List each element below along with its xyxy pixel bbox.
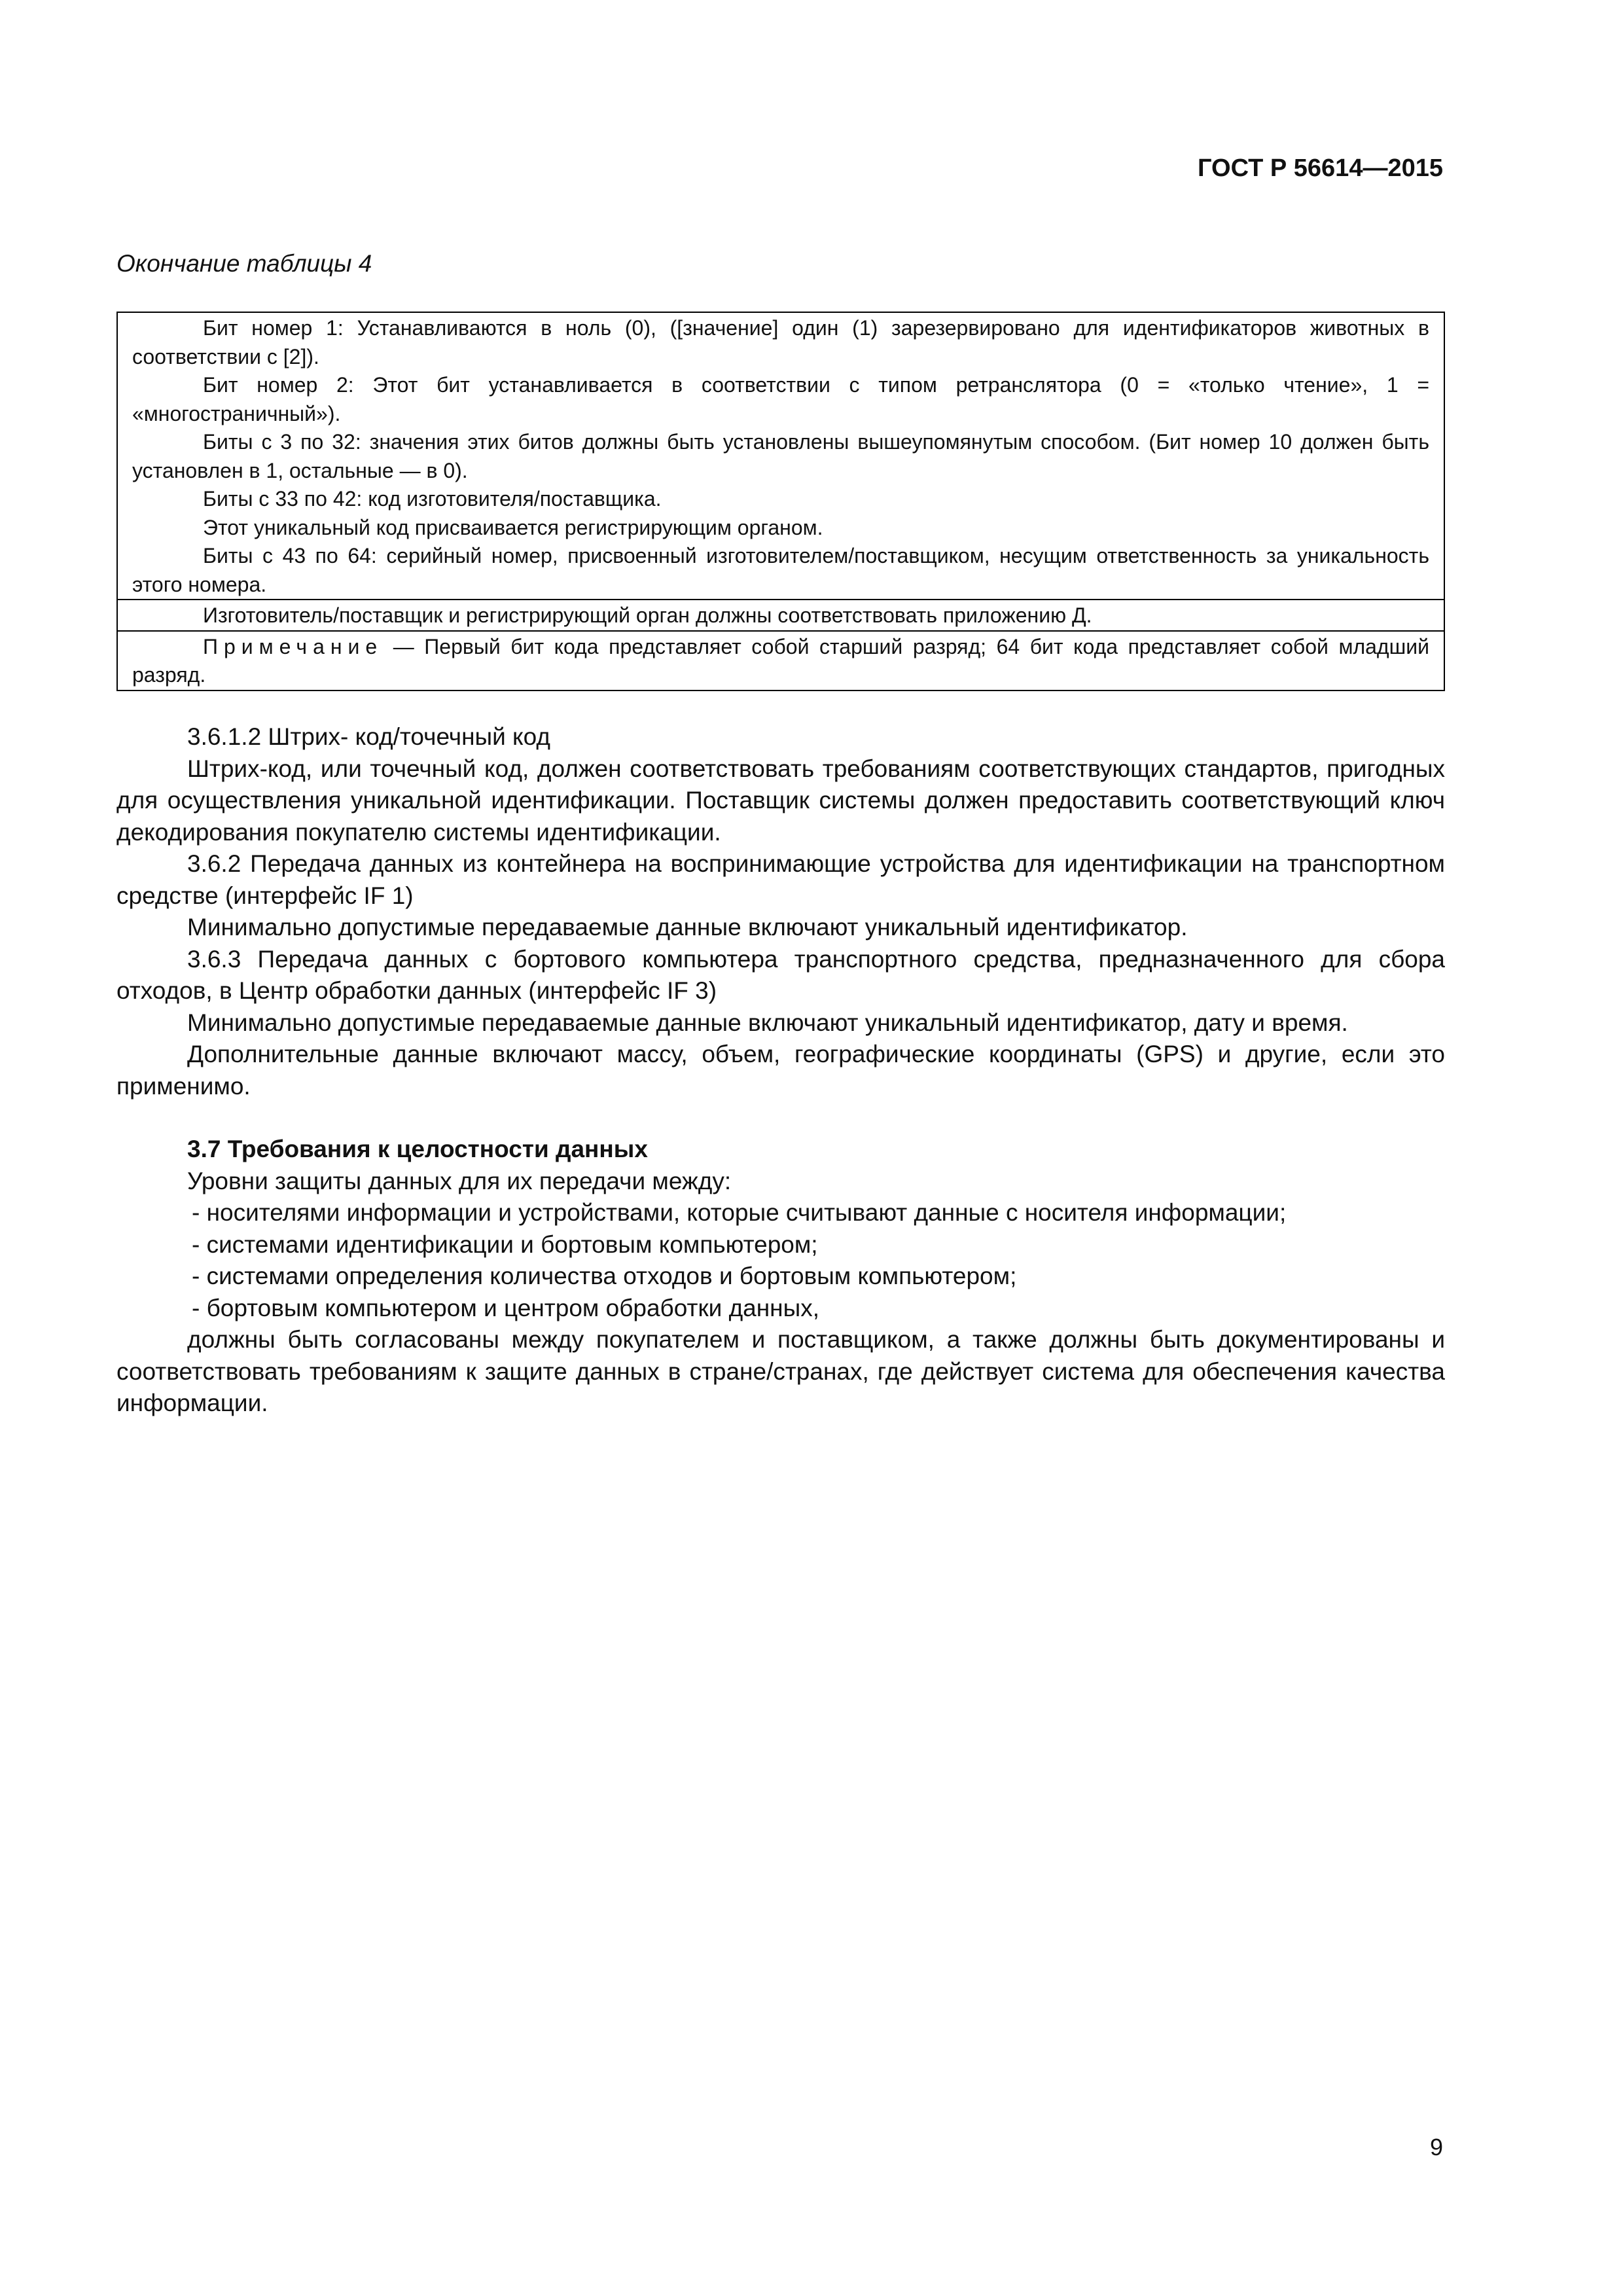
body-paragraph: 3.6.1.2 Штрих- код/точечный код <box>187 723 550 750</box>
body-text <box>116 721 1445 1420</box>
table-paragraph: Бит номер 1: Устанавливаются в ноль (0), ([значение] один (1) зарезервировано для идентификаторов животных в соответствии с [2]). <box>132 316 1429 368</box>
table-row <box>117 312 1444 600</box>
body-paragraph: 3.6.2 Передача данных из контейнера на воспринимающие устройства для идентификации на транспортном средстве (интерфейс IF 1) <box>116 850 1445 909</box>
document-code: ГОСТ Р 56614—2015 <box>1198 154 1443 182</box>
table-paragraph: Биты с 43 по 64: серийный номер, присвоенный изготовителем/поставщиком, несущим ответственность за уникальность этого номера. <box>132 544 1429 596</box>
table-note <box>132 633 1429 690</box>
body-paragraph: Штрих-код, или точечный код, должен соответствовать требованиям соответствующих стандартов, пригодных для осуществления уникальной идентификации. Поставщик системы должен предоставить соответствующий ключ декодирования покупателю системы идентификации. <box>116 755 1445 846</box>
table-cell-manufacturer <box>117 600 1444 631</box>
table-row <box>117 600 1444 631</box>
list-item: - носителями информации и устройствами, которые считывают данные с носителя информации; <box>192 1199 1287 1226</box>
table-paragraph: Биты с 33 по 42: код изготовителя/поставщика. <box>203 487 662 511</box>
body-paragraph: Уровни защиты данных для их передачи между: <box>187 1167 732 1194</box>
table-cell-bits <box>117 312 1444 600</box>
page-number: 9 <box>1429 2134 1443 2161</box>
table-4-continuation <box>116 312 1445 691</box>
list-item: - бортовым компьютером и центром обработки данных, <box>192 1294 819 1321</box>
body-paragraph: Дополнительные данные включают массу, объем, географические координаты (GPS) и другие, если это применимо. <box>116 1041 1445 1100</box>
list-item: - системами идентификации и бортовым компьютером; <box>192 1230 818 1258</box>
section-heading: 3.7 Требования к целостности данных <box>187 1136 648 1162</box>
table-caption: Окончание таблицы 4 <box>116 250 372 277</box>
table-paragraph: Этот уникальный код присваивается регистрирующим органом. <box>203 515 823 539</box>
body-paragraph: Минимально допустимые передаваемые данные включают уникальный идентификатор, дату и время. <box>187 1009 1348 1036</box>
note-text: — Первый бит кода представляет собой старший разряд; 64 бит кода представляет собой младший разряд. <box>132 634 1429 687</box>
table-paragraph: Бит номер 2: Этот бит устанавливается в соответствии с типом ретранслятора (0 = «только чтение», 1 = «многостраничный»). <box>132 373 1429 425</box>
list-item: - системами определения количества отходов и бортовым компьютером; <box>192 1263 1017 1289</box>
body-paragraph: должны быть согласованы между покупателем и поставщиком, а также должны быть документированы и соответствовать требованиям к защите данных в стране/странах, где действует система для обеспечения качества информации. <box>116 1326 1445 1416</box>
note-label: Примечание <box>203 634 383 658</box>
body-paragraph: 3.6.3 Передача данных с бортового компьютера транспортного средства, предназначенного для сбора отходов, в Центр обработки данных (интерфейс IF 3) <box>116 945 1445 1004</box>
table-paragraph: Биты с 3 по 32: значения этих битов должны быть установлены вышеупомянутым способом. (Бит номер 10 должен быть установлен в 1, остальные — в 0). <box>132 430 1429 482</box>
body-paragraph: Минимально допустимые передаваемые данные включают уникальный идентификатор. <box>187 914 1188 941</box>
table-row <box>117 631 1444 691</box>
table-cell-note <box>117 631 1444 691</box>
table-paragraph: Изготовитель/поставщик и регистрирующий орган должны соответствовать приложению Д. <box>203 603 1092 627</box>
